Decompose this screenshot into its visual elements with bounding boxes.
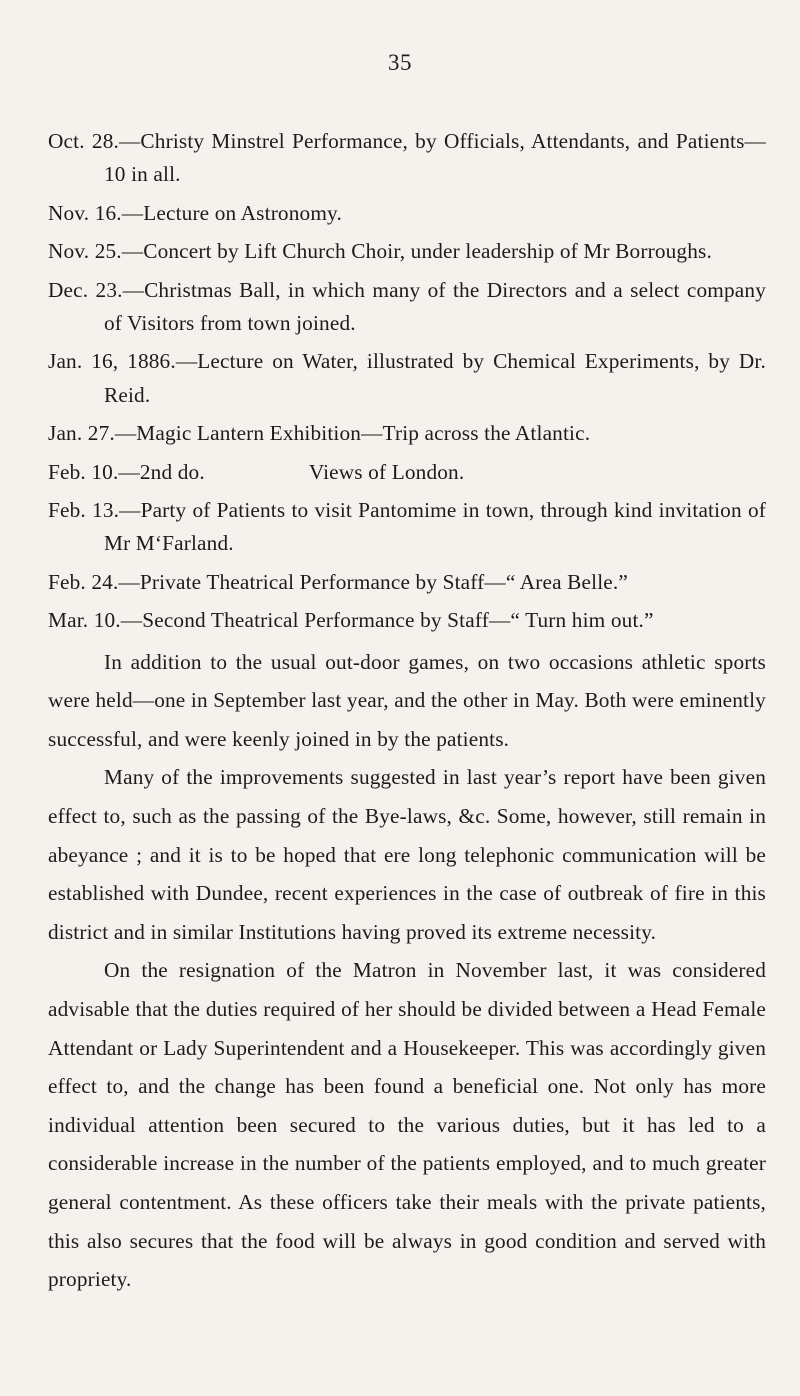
event-entry-feb-13 xyxy=(48,494,766,561)
entry-text: —Private Theatrical Performance by Staff—“ Area Belle.” xyxy=(118,569,628,594)
entry-date: Feb. 24. xyxy=(48,569,119,594)
entry-date: Mar. 10. xyxy=(48,608,121,633)
entry-date: Feb. 13. xyxy=(48,498,120,523)
paragraph-improvements: Many of the improvements suggested in last year’s report have been given effect to, such as the passing of the Bye-laws, &c. Some, however, still remain in abeyance ; and it is to be hoped that ere long telephonic communication will be established with Dundee, recent experiences in the case of outbreak of fire in this district and in similar Institutions having proved its extreme necessity. xyxy=(48,765,766,944)
paragraph-athletic-sports: In addition to the usual out-door games, on two occasions athletic sports were held—one in September last year, and the other in May. Both were eminently successful, and were keenly joined in by the patients. xyxy=(48,649,766,751)
entry-date: Jan. 27. xyxy=(48,421,115,446)
entry-text: —Lecture on Astronomy. xyxy=(121,200,342,225)
paragraph-matron-resignation: On the resignation of the Matron in November last, it was considered advisable that the duties required of her should be divided between a Head Female Attendant or Lady Superintendent and a Housekeeper. This was accordingly given effect to, and the change has been found a beneficial one. Not only has more individual attention been secured to the various duties, but it has led to a considerable increase in the number of the patients employed, and to much greater general contentment. As these officers take their meals with the private patients, this also secures that the food will be always in good condition and served with propriety. xyxy=(48,958,766,1292)
entry-text: —Second Theatrical Performance by Staff—“ Turn him out.” xyxy=(120,608,654,633)
entry-text: —Christy Minstrel Performance, by Officials, Attendants, and Patients—10 in all. xyxy=(104,129,766,187)
event-entry-oct-28 xyxy=(48,125,766,192)
entry-text: —Party of Patients to visit Pantomime in town, through kind invitation of Mr M‘Farland. xyxy=(104,498,766,556)
entry-text: —Lecture on Water, illustrated by Chemical Experiments, by Dr. Reid. xyxy=(104,349,766,407)
entry-extra-text: Views of London. xyxy=(308,459,465,484)
entry-text: —Concert by Lift Church Choir, under leadership of Mr Borroughs. xyxy=(121,239,712,264)
entry-date: Feb. 10. xyxy=(48,459,119,484)
event-entry-jan-27 xyxy=(48,417,766,450)
page-number: 35 xyxy=(388,50,412,75)
page-body xyxy=(48,125,766,1299)
entry-date: Dec. 23. xyxy=(48,277,123,302)
event-entry-feb-10 xyxy=(48,456,766,489)
event-entry-nov-25 xyxy=(48,235,766,268)
entry-text: —2nd do. xyxy=(118,459,205,484)
event-entry-nov-16 xyxy=(48,197,766,230)
entry-date: Jan. 16, 1886. xyxy=(48,349,176,374)
entry-date: Nov. 25. xyxy=(48,239,122,264)
entry-text: —Magic Lantern Exhibition—Trip across the Atlantic. xyxy=(114,421,591,446)
entry-text: —Christmas Ball, in which many of the Directors and a select company of Visitors from town joined. xyxy=(104,277,766,336)
event-entry-mar-10 xyxy=(48,604,766,637)
event-entry-feb-24 xyxy=(48,566,766,599)
event-entry-jan-16 xyxy=(48,345,766,412)
event-entry-dec-23 xyxy=(48,274,766,341)
entry-date: Nov. 16. xyxy=(48,200,122,225)
entry-date: Oct. 28. xyxy=(48,129,119,153)
